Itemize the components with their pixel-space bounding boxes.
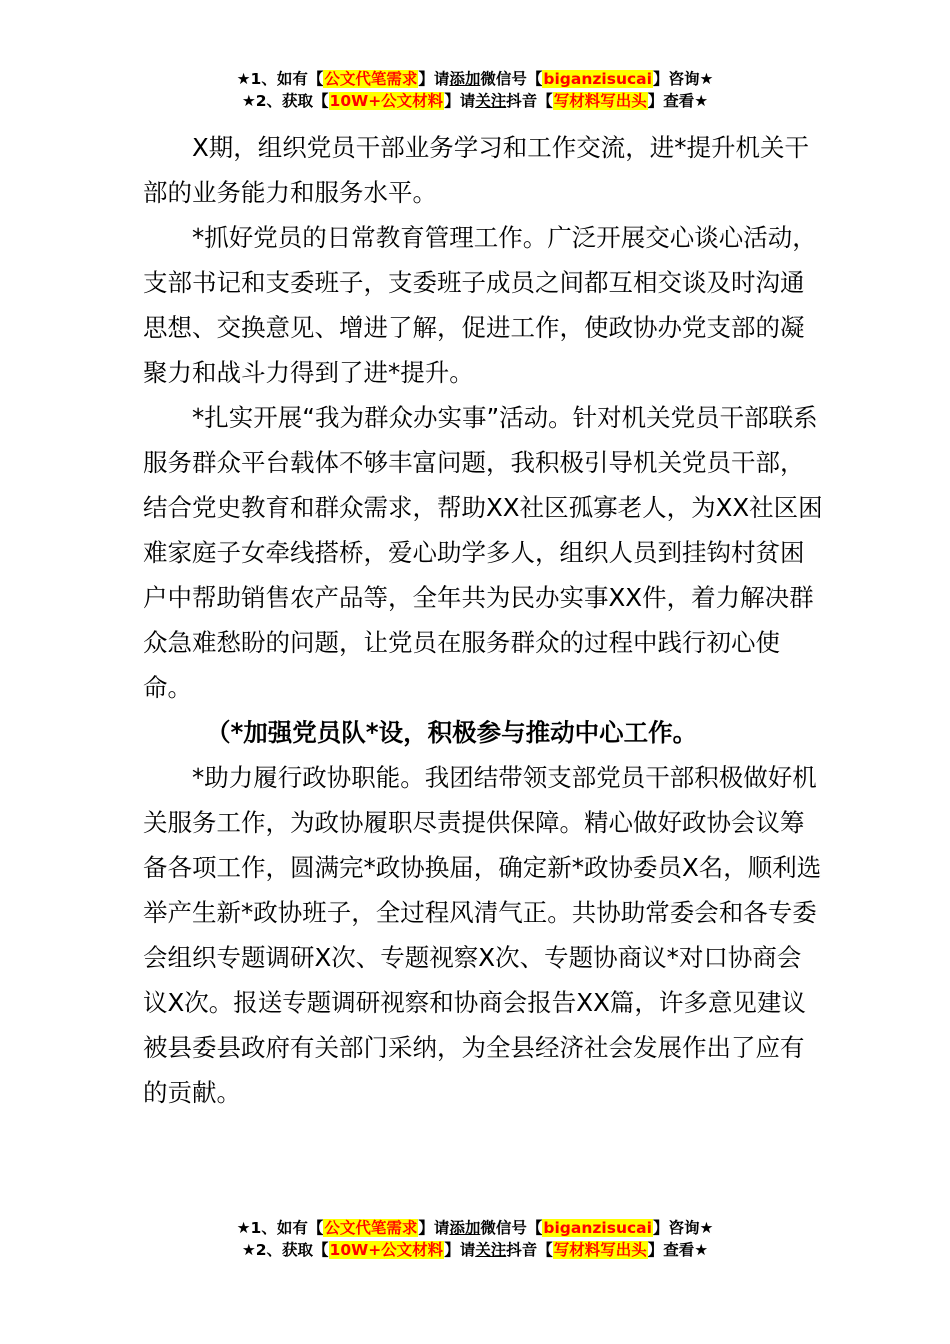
banner-line-2 xyxy=(0,90,950,112)
banner-text: 抖音【 xyxy=(506,1241,553,1259)
section-heading: （*加强党员队*设，积极参与推动中心工作。 xyxy=(206,718,698,747)
banner-line-1 xyxy=(0,68,950,90)
paragraph-4: *助力履行政协职能。我团结带领支部党员干部积极做好机关服务工作，为政协履职尽责提供保障。精心做好政协会议筹备各项工作，圆满完*政协换届，确定新*政协委员X名，顺利选举产生新*政协班子，全过程风清气正。共协助常委会和各专委会组织专题调研X次、专题视察X次、专题协商议*对口协商会议X次。报送专题调研视察和协商会报告XX篇，许多意见建议被县委县政府有关部门采纳，为全县经济社会发展作出了应有的贡献。 xyxy=(143,763,822,1107)
banner-text: 抖音【 xyxy=(506,92,553,110)
banner-text: 】查看★ xyxy=(647,92,709,110)
banner-underline: 添加 xyxy=(449,70,481,88)
highlight-materials: 10W+公文材料 xyxy=(329,92,444,110)
banner-text: 】请 xyxy=(444,92,476,110)
paragraph-3: *扎实开展“我为群众办实事”活动。针对机关党员干部联系服务群众平台载体不够丰富问题，我积极引导机关党员干部，结合党史教育和群众需求，帮助XX社区孤寡老人，为XX社区困难家庭子女牵线搭桥，爱心助学多人，组织人员到挂钩村贫困户中帮助销售农产品等，全年共为民办实事XX件，着力解决群众急难愁盼的问题，让党员在服务群众的过程中践行初心使命。 xyxy=(143,403,823,702)
banner-underline: 关注 xyxy=(475,92,507,110)
document-body xyxy=(143,125,823,1115)
banner-line-1 xyxy=(0,1217,950,1239)
banner-text: ★1、如有【 xyxy=(236,1219,324,1237)
banner-line-2 xyxy=(0,1239,950,1261)
paragraph-2: *抓好党员的日常教育管理工作。广泛开展交心谈心活动，支部书记和支委班子，支委班子成员之间都互相交谈及时沟通思想、交换意见、增进了解，促进工作，使政协办党支部的凝聚力和战斗力得到了进*提升。 xyxy=(143,223,817,387)
banner-text: 】请 xyxy=(444,1241,476,1259)
banner-text: ★2、获取【 xyxy=(241,1241,329,1259)
highlight-service: 公文代笔需求 xyxy=(324,1219,418,1237)
paragraph-1: X期，组织党员干部业务学习和工作交流，进*提升机关干部的业务能力和服务水平。 xyxy=(143,133,810,207)
header-banner xyxy=(0,68,950,112)
banner-text: 】请 xyxy=(418,1219,450,1237)
footer-banner xyxy=(0,1217,950,1261)
banner-text: 】请 xyxy=(418,70,450,88)
banner-underline: 关注 xyxy=(475,1241,507,1259)
highlight-materials: 10W+公文材料 xyxy=(329,1241,444,1259)
banner-text: 微信号【 xyxy=(480,70,543,88)
banner-text: 】咨询★ xyxy=(652,70,714,88)
highlight-douyin: 写材料写出头 xyxy=(553,1241,647,1259)
banner-text: 微信号【 xyxy=(480,1219,543,1237)
banner-underline: 添加 xyxy=(449,1219,481,1237)
highlight-wechat-id: biganzisucai xyxy=(543,70,652,88)
banner-text: 】咨询★ xyxy=(652,1219,714,1237)
banner-text: ★2、获取【 xyxy=(241,92,329,110)
banner-text: ★1、如有【 xyxy=(236,70,324,88)
highlight-service: 公文代笔需求 xyxy=(324,70,418,88)
highlight-douyin: 写材料写出头 xyxy=(553,92,647,110)
banner-text: 】查看★ xyxy=(647,1241,709,1259)
highlight-wechat-id: biganzisucai xyxy=(543,1219,652,1237)
